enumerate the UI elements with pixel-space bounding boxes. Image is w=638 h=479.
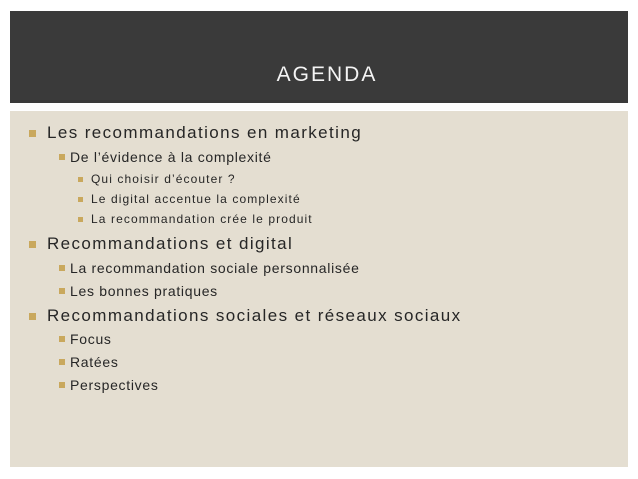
agenda-item-level-1	[29, 123, 362, 143]
agenda-item-label: Recommandations sociales et réseaux sociaux	[47, 306, 462, 325]
agenda-item-level-2	[59, 149, 272, 165]
square-bullet-icon	[59, 288, 65, 294]
title-bar	[10, 11, 628, 103]
square-bullet-icon	[59, 382, 65, 388]
agenda-item-level-1	[29, 234, 293, 254]
agenda-item-level-2	[59, 354, 119, 370]
agenda-item-level-1	[29, 306, 462, 326]
square-bullet-icon	[59, 265, 65, 271]
square-bullet-icon	[59, 336, 65, 342]
agenda-item-label: Focus	[70, 331, 112, 347]
agenda-item-level-3	[78, 192, 301, 206]
slide-title: AGENDA	[276, 63, 378, 86]
square-bullet-icon	[59, 154, 65, 160]
agenda-item-level-3	[78, 212, 313, 226]
square-bullet-icon	[59, 359, 65, 365]
agenda-item-level-2	[59, 377, 159, 393]
agenda-item-label: La recommandation sociale personnalisée	[70, 260, 360, 276]
agenda-item-level-3	[78, 172, 236, 186]
agenda-item-level-2	[59, 283, 218, 299]
content-panel	[10, 111, 628, 467]
agenda-item-label: Le digital accentue la complexité	[91, 192, 301, 206]
square-bullet-icon	[29, 313, 36, 320]
agenda-item-label: Les recommandations en marketing	[47, 123, 363, 142]
agenda-item-label: Qui choisir d’écouter ?	[91, 172, 236, 186]
square-bullet-icon	[78, 197, 83, 202]
square-bullet-icon	[78, 217, 83, 222]
agenda-item-label: La recommandation crée le produit	[91, 212, 313, 226]
agenda-item-level-2	[59, 331, 112, 347]
square-bullet-icon	[29, 130, 36, 137]
agenda-item-label: Ratées	[70, 354, 119, 370]
square-bullet-icon	[29, 241, 36, 248]
square-bullet-icon	[78, 177, 83, 182]
agenda-item-level-2	[59, 260, 360, 276]
agenda-item-label: Recommandations et digital	[47, 234, 294, 253]
agenda-item-label: De l’évidence à la complexité	[70, 149, 272, 165]
agenda-item-label: Perspectives	[70, 377, 159, 393]
agenda-item-label: Les bonnes pratiques	[70, 283, 218, 299]
